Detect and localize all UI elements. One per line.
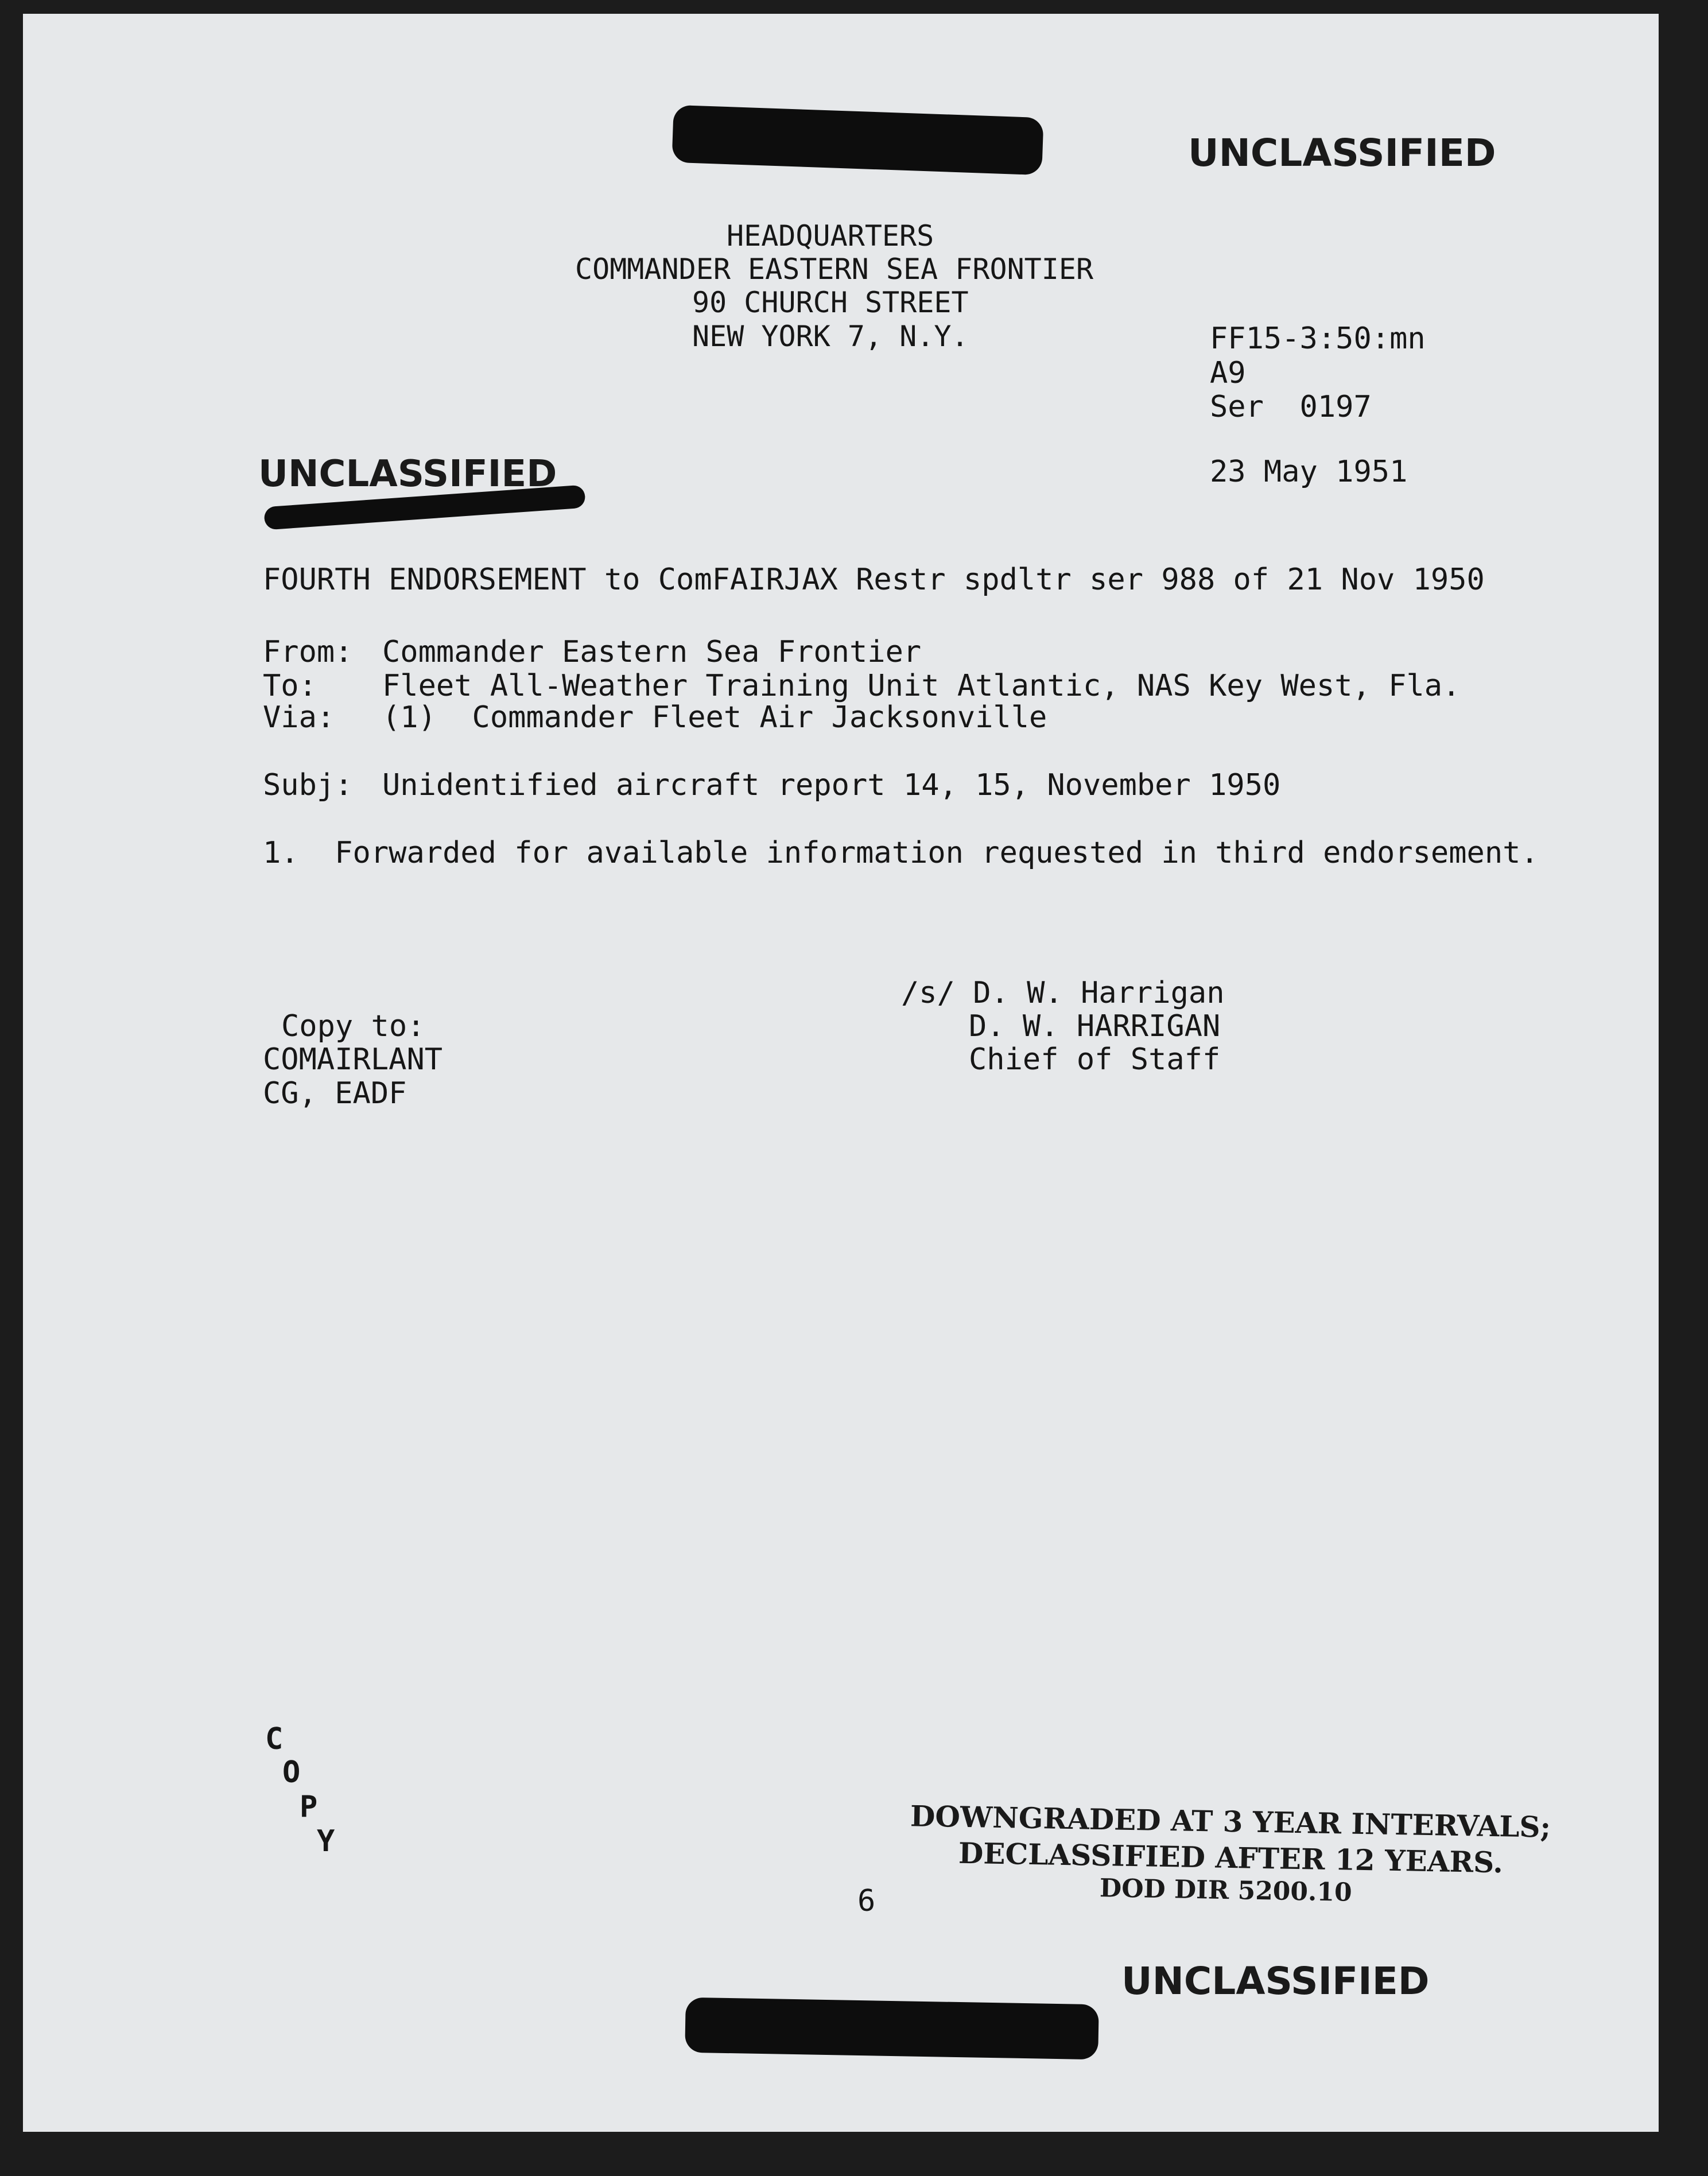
- classification-top: UNCLASSIFIED: [1188, 131, 1496, 175]
- letterhead-headquarters: HEADQUARTERS: [727, 219, 934, 253]
- copy-stamp-letter: P: [300, 1790, 318, 1824]
- page-number: 6: [857, 1884, 876, 1918]
- redaction-bar-bottom: [685, 1997, 1099, 2060]
- signature-line: /s/ D. W. Harrigan: [901, 976, 1225, 1010]
- copy-stamp-letter: Y: [317, 1824, 335, 1859]
- file-code: FF15-3:50:mn: [1210, 321, 1426, 356]
- copy-to-label: Copy to:: [281, 1009, 425, 1044]
- from-label: From:: [263, 635, 353, 669]
- classification-bottom: UNCLASSIFIED: [1121, 1959, 1430, 2003]
- copy-to-recipient: CG, EADF: [263, 1076, 407, 1111]
- downgrade-stamp-line2: DECLASSIFIED AFTER 12 YEARS.: [958, 1836, 1504, 1880]
- file-serial: Ser 0197: [1210, 390, 1372, 424]
- paragraph-1: 1. Forwarded for available information requested in third endorsement.: [263, 836, 1539, 870]
- redaction-bar-top: [671, 105, 1043, 175]
- letterhead-street: 90 CHURCH STREET: [692, 286, 969, 319]
- copy-stamp-letter: O: [282, 1755, 301, 1790]
- downgrade-stamp-line1: DOWNGRADED AT 3 YEAR INTERVALS;: [910, 1799, 1551, 1844]
- signature-title: Chief of Staff: [969, 1042, 1221, 1077]
- copy-to-recipient: COMAIRLANT: [263, 1042, 443, 1077]
- subject-value: Unidentified aircraft report 14, 15, November 1950: [382, 768, 1281, 802]
- letterhead-command: COMMANDER EASTERN SEA FRONTIER: [575, 253, 1094, 286]
- to-label: To:: [263, 669, 317, 703]
- via-value: (1) Commander Fleet Air Jacksonville: [382, 700, 1047, 735]
- endorsement-line: FOURTH ENDORSEMENT to ComFAIRJAX Restr spdltr ser 988 of 21 Nov 1950: [263, 563, 1485, 597]
- letterhead-city: NEW YORK 7, N.Y.: [692, 320, 969, 353]
- classification-left: UNCLASSIFIED: [258, 453, 557, 495]
- copy-stamp-letter: C: [265, 1722, 284, 1756]
- signature-name: D. W. HARRIGAN: [969, 1009, 1221, 1044]
- downgrade-stamp-line3: DOD DIR 5200.10: [1099, 1874, 1353, 1907]
- via-label: Via:: [263, 700, 335, 735]
- document-page: [23, 14, 1659, 2132]
- from-value: Commander Eastern Sea Frontier: [382, 635, 922, 669]
- file-sub: A9: [1210, 356, 1246, 390]
- document-date: 23 May 1951: [1210, 455, 1408, 489]
- to-value: Fleet All-Weather Training Unit Atlantic, NAS Key West, Fla.: [382, 669, 1461, 703]
- subject-label: Subj:: [263, 768, 353, 802]
